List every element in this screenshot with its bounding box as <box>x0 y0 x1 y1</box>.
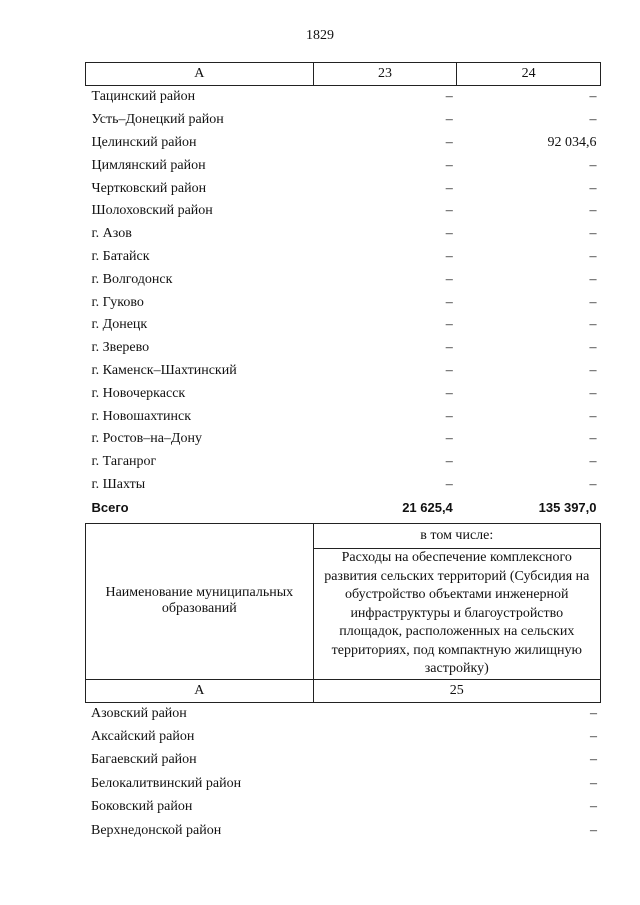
municipality-name: Азовский район <box>91 705 187 721</box>
value-col-23: – <box>445 408 453 424</box>
municipality-name: Белокалитвинский район <box>91 775 242 791</box>
table-row <box>86 405 601 428</box>
value-col-25: – <box>590 752 597 768</box>
expenditure-table-col-25 <box>85 702 601 842</box>
value-col-24: – <box>589 385 597 401</box>
column-header-a: А <box>86 63 314 86</box>
municipality-name-header: Наименование муниципальных образований <box>86 524 314 680</box>
value-col-23: – <box>445 340 453 356</box>
table-row <box>86 474 601 497</box>
value-col-24: – <box>589 340 597 356</box>
value-col-24: – <box>589 180 597 196</box>
municipality-name: г. Новочеркасск <box>91 385 186 401</box>
municipality-name: Боковский район <box>91 799 193 815</box>
table-row <box>85 749 601 772</box>
value-col-24: – <box>589 226 597 242</box>
municipality-name: Шолоховский район <box>91 203 213 219</box>
value-col-24: – <box>589 248 597 264</box>
municipality-name: г. Гуково <box>91 294 144 310</box>
value-col-23: – <box>445 203 453 219</box>
value-col-23: – <box>445 112 453 128</box>
value-col-23: – <box>445 431 453 447</box>
municipality-name: г. Шахты <box>91 476 146 492</box>
table-row <box>86 314 601 337</box>
value-col-23: – <box>445 248 453 264</box>
value-col-24: – <box>589 431 597 447</box>
total-label: Всего <box>91 500 129 516</box>
table-row <box>85 796 601 819</box>
municipality-name: Багаевский район <box>91 752 197 768</box>
column-25-description: Расходы на обеспечение комплексного развития сельских территорий (Субсидия на обустройство объектами инженерной инфраструктуры и благоустройство площадок, расположенных на сельских территориях, под компактную жилищную застройку) <box>313 549 600 680</box>
municipality-name: Цимлянский район <box>91 157 206 173</box>
table-row <box>86 200 601 223</box>
value-col-24: – <box>589 317 597 333</box>
value-col-24: – <box>589 271 597 287</box>
municipality-name: г. Волгодонск <box>91 271 173 287</box>
table-row <box>86 291 601 314</box>
municipality-name: г. Ростов–на–Дону <box>91 431 202 447</box>
table-row <box>86 223 601 246</box>
value-col-23: – <box>445 385 453 401</box>
value-col-23: – <box>445 271 453 287</box>
value-col-24: – <box>589 362 597 378</box>
value-col-24: – <box>589 476 597 492</box>
value-col-24: – <box>589 294 597 310</box>
table-row <box>85 819 601 842</box>
table-row <box>86 268 601 291</box>
column-number-25: 25 <box>313 679 600 702</box>
table-row <box>86 428 601 451</box>
column-letter-a: А <box>86 679 314 702</box>
value-col-24: – <box>589 157 597 173</box>
total-row <box>86 496 601 519</box>
table-row <box>86 132 601 155</box>
table-header-row <box>86 63 601 86</box>
municipality-name: Тацинский район <box>91 89 196 105</box>
value-col-23: – <box>445 89 453 105</box>
value-col-23: – <box>445 294 453 310</box>
municipality-name: г. Батайск <box>91 248 150 264</box>
value-col-24: – <box>589 112 597 128</box>
expenditure-table-cols-23-24 <box>85 62 601 519</box>
value-col-23: – <box>445 134 453 150</box>
value-col-25: – <box>590 729 597 745</box>
municipality-name: Аксайский район <box>91 729 195 745</box>
municipality-name: Целинский район <box>91 134 197 150</box>
table-row <box>86 337 601 360</box>
municipality-name: г. Зверево <box>91 340 150 356</box>
value-col-24: 92 034,6 <box>547 134 597 150</box>
value-col-25: – <box>590 822 597 838</box>
total-col-24: 135 397,0 <box>538 500 597 516</box>
table-row <box>86 451 601 474</box>
municipality-name: Чертковский район <box>91 180 207 196</box>
municipality-name: г. Донецк <box>91 317 148 333</box>
value-col-23: – <box>445 157 453 173</box>
value-col-23: – <box>445 454 453 470</box>
value-col-24: – <box>589 408 597 424</box>
total-col-23: 21 625,4 <box>402 500 453 516</box>
value-col-25: – <box>590 799 597 815</box>
table-row <box>86 246 601 269</box>
value-col-24: – <box>589 203 597 219</box>
value-col-23: – <box>445 317 453 333</box>
column-header-23: 23 <box>313 63 457 86</box>
value-col-23: – <box>445 476 453 492</box>
page-number: 1829 <box>306 28 334 43</box>
municipality-name: г. Таганрог <box>91 454 157 470</box>
municipality-name: г. Новошахтинск <box>91 408 192 424</box>
municipality-name: Верхнедонской район <box>91 822 222 838</box>
table-row <box>86 177 601 200</box>
table-row <box>86 154 601 177</box>
column-25-header-table <box>85 523 601 703</box>
municipality-name: г. Каменск–Шахтинский <box>91 362 237 378</box>
table-row <box>85 772 601 795</box>
column-header-24: 24 <box>457 63 601 86</box>
value-col-24: – <box>589 89 597 105</box>
table-row <box>86 86 601 109</box>
table-row <box>86 109 601 132</box>
municipality-name: Усть–Донецкий район <box>91 112 224 128</box>
value-col-24: – <box>589 454 597 470</box>
table-row <box>85 702 601 725</box>
value-col-23: – <box>445 180 453 196</box>
value-col-25: – <box>590 775 597 791</box>
value-col-23: – <box>445 362 453 378</box>
table-row <box>86 360 601 383</box>
table-row <box>86 382 601 405</box>
municipality-name: г. Азов <box>91 226 132 242</box>
including-subheader: в том числе: <box>313 524 600 549</box>
table-row <box>85 725 601 748</box>
value-col-23: – <box>445 226 453 242</box>
value-col-25: – <box>590 705 597 721</box>
